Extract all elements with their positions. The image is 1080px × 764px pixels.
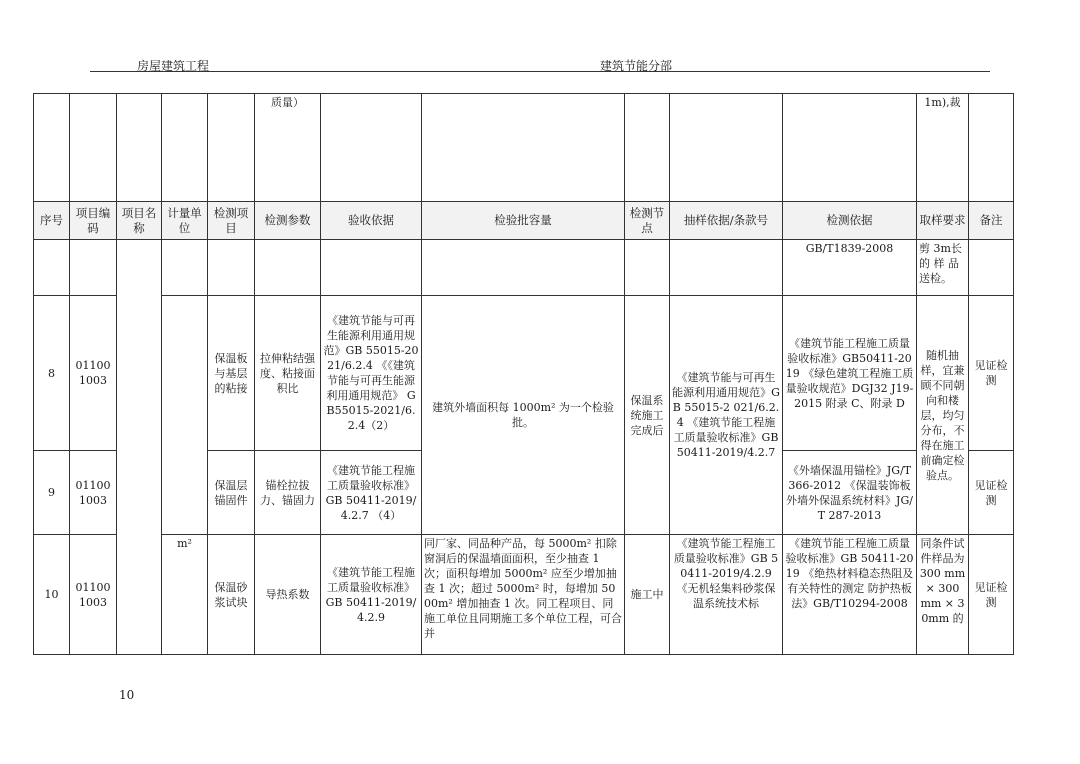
cell-unit xyxy=(162,296,208,535)
header-remark: 备注 xyxy=(969,202,1014,240)
cell-test-basis: 《建筑节能工程施工质量验收标准》GB 50411-2019 《绝热材料稳态热阻及有关特性的测定 防护热板法》GB/T10294-2008 xyxy=(783,535,917,655)
cell-remark: 见证检测 xyxy=(969,535,1014,655)
cell-test-basis: 《外墙保温用锚栓》JG/T366-2012 《保温装饰板外墙外保温系统材料》JG/T 287-2013 xyxy=(783,451,917,535)
header-sampling-basis: 抽样依据/条款号 xyxy=(670,202,783,240)
page-number: 10 xyxy=(119,688,135,702)
table-row-continuation xyxy=(34,240,1014,296)
cell-item: 保温板与基层的粘接 xyxy=(208,296,255,451)
header-left-title: 房屋建筑工程 xyxy=(137,59,210,73)
header-test-basis: 检测依据 xyxy=(783,202,917,240)
cell-batch: 同厂家、同品种产品，每 5000m² 扣除窗洞后的保温墙面面积，至少抽查 1 次；面积每增加 5000m² 应至少增加抽查 1 次；超过 5000m² 时，每增加 5000m² 增加抽查 1 次。同工程项目、同施工单位且同期施工多个单位工程，可合并 xyxy=(422,535,625,655)
header-batch: 检验批容量 xyxy=(422,202,625,240)
inspection-table xyxy=(33,93,1014,655)
cell-seq: 10 xyxy=(34,535,70,655)
cell-code: 01100 1003 xyxy=(70,535,117,655)
cell-code: 01100 1003 xyxy=(70,296,117,451)
header-right-title: 建筑节能分部 xyxy=(600,59,673,73)
cell-item: 保温砂浆试块 xyxy=(208,535,255,655)
header-seq: 序号 xyxy=(34,202,70,240)
header-code: 项目编码 xyxy=(70,202,117,240)
header-node: 检测节点 xyxy=(625,202,670,240)
header-divider xyxy=(90,71,990,72)
cell-remark: 见证检测 xyxy=(969,296,1014,451)
cell-item: 保温层锚固件 xyxy=(208,451,255,535)
cell-param: 锚栓拉拔力、锚固力 xyxy=(255,451,321,535)
cell-sampling-carry: 1m),裁 xyxy=(917,94,969,202)
cell-sampling-basis: 《建筑节能工程施工质量验收标准》GB 50411-2019/4.2.9 《无机轻集料砂浆保温系统技术标 xyxy=(670,535,783,655)
cell-test-basis: 《建筑节能工程施工质量验收标准》GB50411-2019 《绿色建筑工程施工质量验收规范》DGJ32 J19-2015 附录 C、附录 D xyxy=(783,296,917,451)
table-row xyxy=(34,535,1014,655)
cell-node: 施工中 xyxy=(625,535,670,655)
header-item: 检测项目 xyxy=(208,202,255,240)
table-row-carry-over xyxy=(34,94,1014,202)
header-sampling-req: 取样要求 xyxy=(917,202,969,240)
cell-seq: 8 xyxy=(34,296,70,451)
cell-sampling-basis: 《建筑节能与可再生能源利用通用规范》GB 55015-2 021/6.2.4 《建筑节能工程施工质量验收标准》GB 50411-2019/4.2.7 xyxy=(670,296,783,535)
cell-acceptance: 《建筑节能工程施工质量验收标准》GB 50411-2019/4.2.7 （4） xyxy=(321,451,422,535)
cell-sampling-req: 随机抽样，宜兼顾不同朝向和楼层，均匀分布，不得在施工前确定检验点。 xyxy=(917,296,969,535)
cell-node: 保温系统施工完成后 xyxy=(625,296,670,535)
header-name: 项目名称 xyxy=(117,202,162,240)
cell-batch: 建筑外墙面积每 1000m² 为一个检验批。 xyxy=(422,296,625,535)
table-header-row xyxy=(34,202,1014,240)
cell-param: 拉伸粘结强度、粘接面积比 xyxy=(255,296,321,451)
header-unit: 计量单位 xyxy=(162,202,208,240)
cell-acceptance: 《建筑节能工程施工质量验收标准》GB 50411-2019/4.2.9 xyxy=(321,535,422,655)
cell-test-basis-cont: GB/T1839-2008 xyxy=(783,240,917,296)
cell-seq: 9 xyxy=(34,451,70,535)
cell-unit: m² xyxy=(162,535,208,655)
cell-param: 导热系数 xyxy=(255,535,321,655)
cell-param-carry: 质量） xyxy=(255,94,321,202)
cell-code: 01100 1003 xyxy=(70,451,117,535)
cell-sampling-req-cont: 剪 3m长的 样 品送检。 xyxy=(917,240,969,296)
cell-remark: 见证检测 xyxy=(969,451,1014,535)
cell-acceptance: 《建筑节能与可再生能源利用通用规范》GB 55015-2021/6.2.4 《《建筑节能与可再生能源利用通用规范》 GB55015-2021/6. 2.4（2） xyxy=(321,296,422,451)
header-param: 检测参数 xyxy=(255,202,321,240)
table-row xyxy=(34,296,1014,451)
cell-name-merged xyxy=(117,240,162,655)
header-acceptance: 验收依据 xyxy=(321,202,422,240)
cell-sampling-req: 同条件试件样品为 300 mm × 300 mm × 30mm 的 xyxy=(917,535,969,655)
